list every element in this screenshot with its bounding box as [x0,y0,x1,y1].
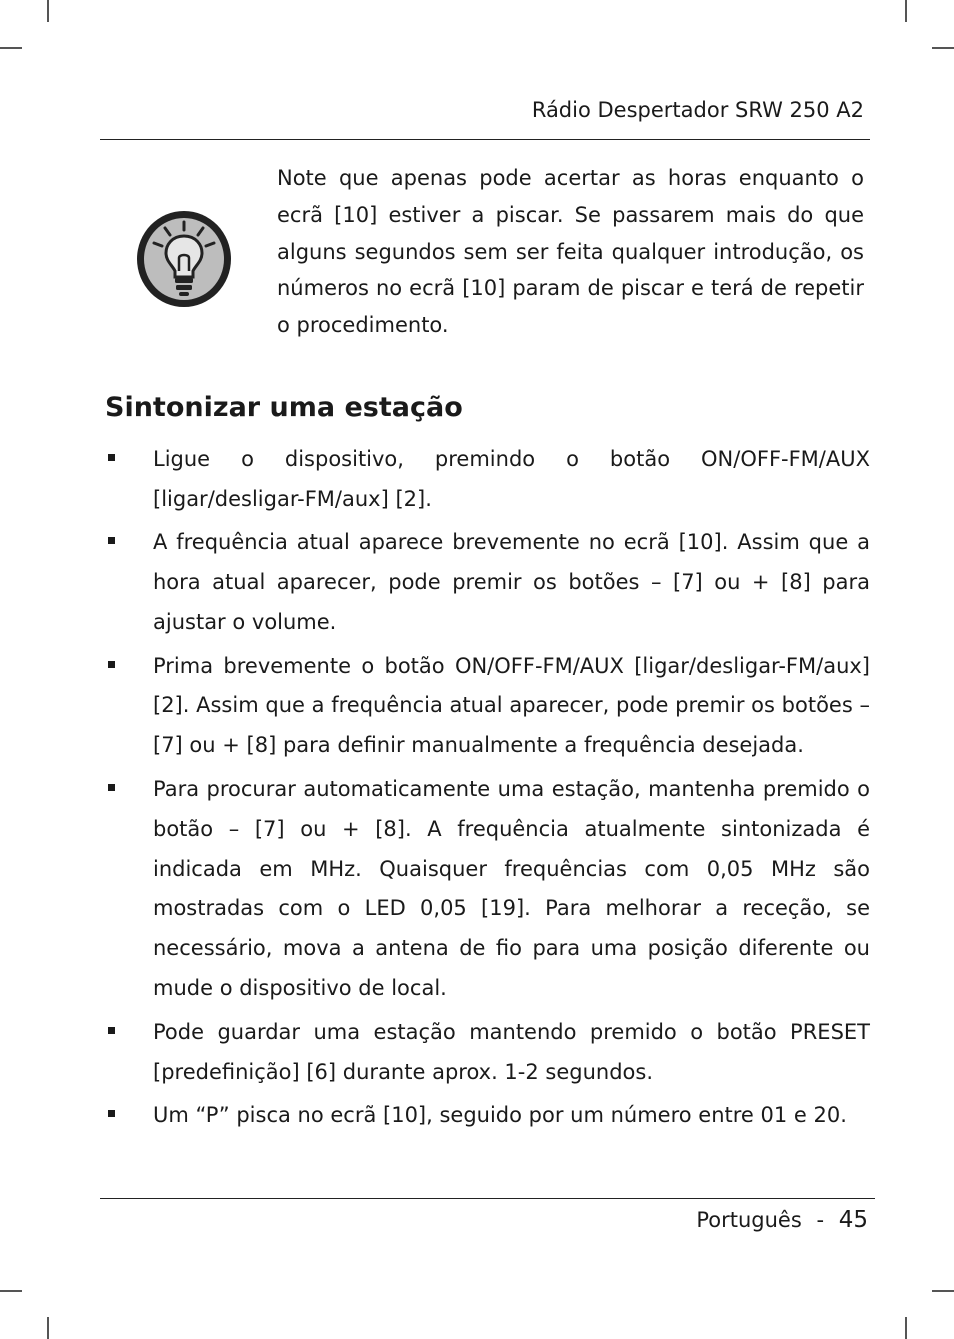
crop-mark [0,1290,22,1292]
crop-mark [905,0,907,22]
bullet-icon [108,661,115,668]
lightbulb-tip-icon [135,209,233,309]
list-item [105,770,870,1009]
crop-mark [932,47,954,49]
page-footer [696,1207,868,1233]
list-item [105,523,870,643]
bullet-icon [108,1027,115,1034]
document-header-title: Rádio Despertador SRW 250 A2 [531,98,864,122]
bullet-icon [108,454,115,461]
instruction-list [105,440,870,1139]
bullet-icon [108,537,115,544]
bullet-icon [108,1110,115,1117]
list-item [105,440,870,520]
list-item [105,1096,870,1136]
crop-mark [932,1290,954,1292]
note-text: Note que apenas pode acertar as horas enquanto o ecrã [10] estiver a piscar. Se passarem mais do que alguns segundos sem ser feita qualquer introdução, os números no ecrã [10] param de piscar e terá de repetir o procedimento. [277,166,864,338]
crop-mark [905,1317,907,1339]
footer-language: Português [696,1208,802,1232]
footer-rule [100,1198,875,1199]
crop-mark [47,1317,49,1339]
header-rule [100,139,870,140]
list-item [105,647,870,767]
list-item-text: Ligue o dispositivo, premindo o botão ON/OFF-FM/AUX [ligar/desligar-FM/aux] [2]. [153,447,870,511]
list-item [105,1013,870,1093]
list-item-text: Um “P” pisca no ecrã [10], seguido por um número entre 01 e 20. [153,1103,847,1127]
crop-mark [0,47,22,49]
footer-separator: - [816,1208,825,1232]
crop-mark [47,0,49,22]
page-number: 45 [838,1207,868,1233]
bullet-icon [108,784,115,791]
list-item-text: Pode guardar uma estação mantendo premido o botão PRESET [predefinição] [6] durante aprox. 1-2 segundos. [153,1019,870,1084]
list-item-text: Prima brevemente o botão ON/OFF-FM/AUX [ligar/desligar-FM/aux] [2]. Assim que a frequência atual aparecer, pode premir os botões – [7] ou + [8] para definir manualmente a frequência desejada. [153,653,870,758]
list-item-text: Para procurar automaticamente uma estação, mantenha premido o botão – [7] ou + [8]. A frequência atualmente sintonizada é indicada em MHz. Quaisquer frequências com 0,05 MHz são mostradas com o LED 0,05 [19]. Para melhorar a receção, se necessário, mova a antena de fio para uma posição diferente ou mude o dispositivo de local. [153,776,870,1001]
list-item-text: A frequência atual aparece brevemente no ecrã [10]. Assim que a hora atual aparecer, pode premir os botões – [7] ou + [8] para ajustar o volume. [153,530,870,635]
section-heading: Sintonizar uma estação [105,392,463,423]
